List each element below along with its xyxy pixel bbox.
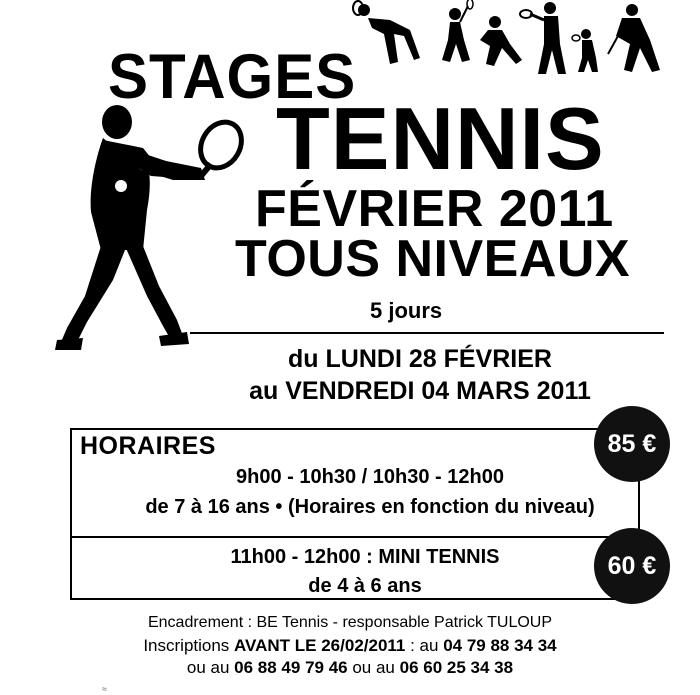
corner-mark: ≈ bbox=[102, 684, 107, 694]
title-levels: TOUS NIVEAUX bbox=[235, 230, 631, 288]
slot2-ages: de 4 à 6 ans bbox=[308, 575, 422, 597]
phone-mobile-2: 06 60 25 34 38 bbox=[399, 658, 514, 677]
divider-line bbox=[190, 332, 664, 334]
price-standard: 85 € bbox=[607, 429, 657, 458]
registration-deadline: AVANT LE 26/02/2011 bbox=[234, 636, 406, 655]
slot1-hours: 9h00 - 10h30 / 10h30 - 12h00 bbox=[236, 466, 504, 488]
tennis-players-frieze-icon bbox=[350, 0, 670, 80]
slot1-ages: de 7 à 16 ans • (Horaires en fonction du niveau) bbox=[145, 496, 595, 518]
footer-coaching: Encadrement : BE Tennis - responsable Patrick TULOUP bbox=[147, 614, 553, 631]
registration-prefix: Inscriptions bbox=[143, 636, 235, 655]
phone-main: 04 79 88 34 34 bbox=[443, 636, 557, 655]
tennis-player-silhouette-icon bbox=[55, 100, 250, 355]
title-month: FÉVRIER 2011 bbox=[255, 180, 614, 238]
footer-phones bbox=[50, 658, 650, 678]
start-date: du LUNDI 28 FÉVRIER bbox=[288, 345, 552, 373]
phones-mid: ou au bbox=[347, 658, 400, 677]
slot2-hours: 11h00 - 12h00 : MINI TENNIS bbox=[230, 546, 500, 568]
footer-registration bbox=[50, 636, 650, 656]
phones-prefix: ou au bbox=[186, 658, 235, 677]
registration-sep: : au bbox=[405, 636, 444, 655]
schedule-divider bbox=[70, 536, 640, 538]
title-tennis: TENNIS bbox=[276, 89, 605, 188]
duration-label: 5 jours bbox=[370, 298, 443, 323]
phone-mobile-1: 06 88 49 79 46 bbox=[234, 658, 348, 677]
schedule-title: HORAIRES bbox=[80, 432, 216, 460]
price-mini: 60 € bbox=[607, 551, 657, 580]
price-badge-mini bbox=[594, 528, 670, 604]
title-stages: STAGES bbox=[108, 41, 357, 112]
end-date: au VENDREDI 04 MARS 2011 bbox=[249, 377, 591, 405]
price-badge-standard bbox=[594, 406, 670, 482]
